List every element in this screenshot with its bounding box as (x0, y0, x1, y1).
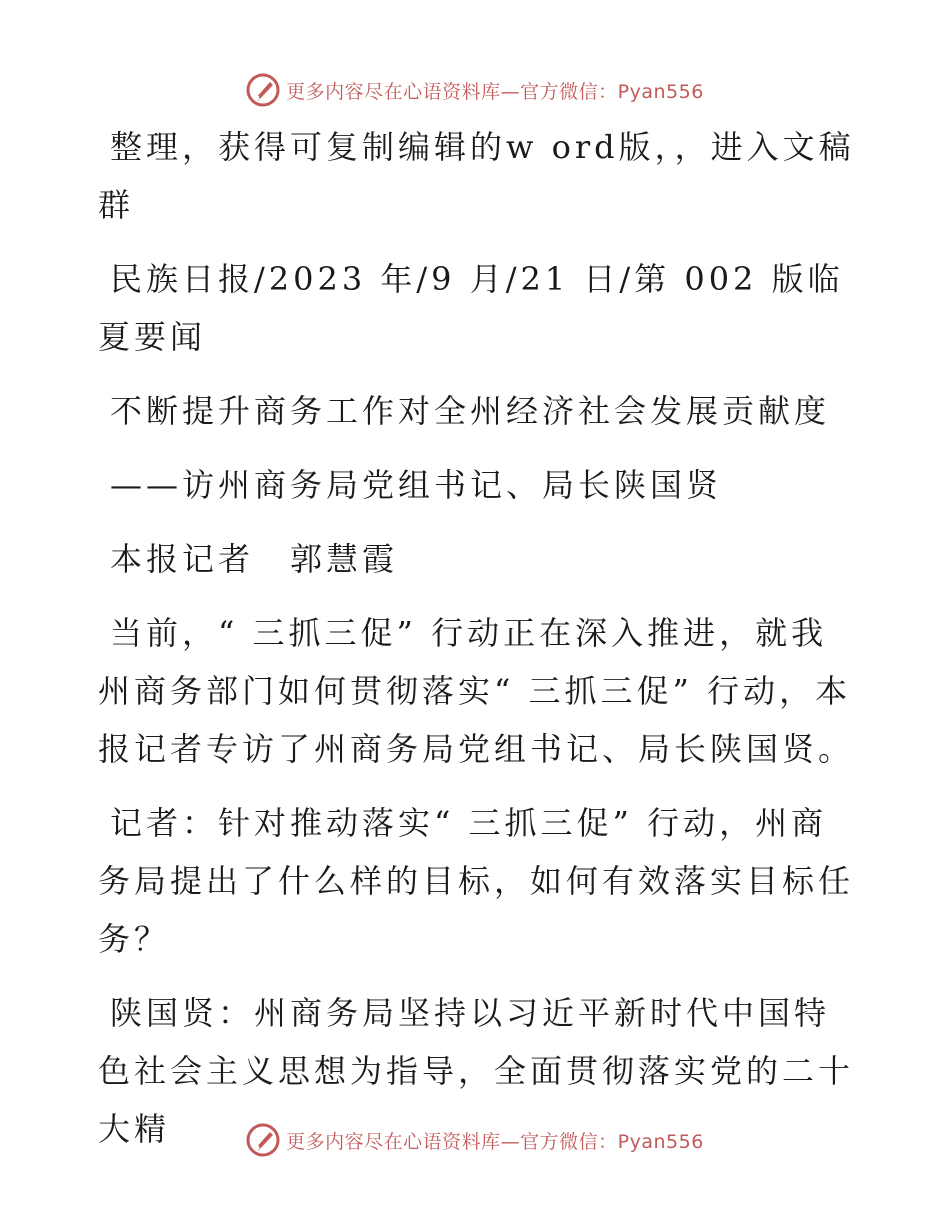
pen-logo-icon (246, 1123, 280, 1157)
watermark-text: 更多内容尽在心语资料库—官方微信：Pyan556 (286, 1130, 704, 1153)
paragraph-source-note: 整理，获得可复制编辑的w ord版，，进入文稿群 (98, 128, 855, 224)
article-byline: 本报记者 郭慧霞 (110, 540, 399, 578)
paragraph-publication-info: 民族日报/2023 年/9 月/21 日/第 002 版临夏要闻 (98, 260, 844, 356)
footer-watermark (0, 1120, 950, 1160)
article-subtitle: ——访州商务局党组书记、局长陕国贤 (110, 466, 723, 504)
pen-logo-icon (246, 73, 280, 107)
paragraph-intro: 当前，“ 三抓三促” 行动正在深入推进，就我州商务部门如何贯彻落实“ 三抓三促” 行动，本报记者专访了州商务局党组书记、局长陕国贤。 (98, 614, 855, 768)
document-body (98, 118, 858, 1174)
paragraph-question: 记者：针对推动落实“ 三抓三促” 行动，州商务局提出了什么样的目标，如何有效落实目标任务？ (98, 804, 855, 958)
header-watermark (0, 70, 950, 110)
watermark-text: 更多内容尽在心语资料库—官方微信：Pyan556 (286, 80, 704, 103)
paragraph-answer: 陕国贤：州商务局坚持以习近平新时代中国特色社会主义思想为指导，全面贯彻落实党的二十大精 (98, 994, 855, 1148)
article-title: 不断提升商务工作对全州经济社会发展贡献度 (110, 392, 831, 430)
